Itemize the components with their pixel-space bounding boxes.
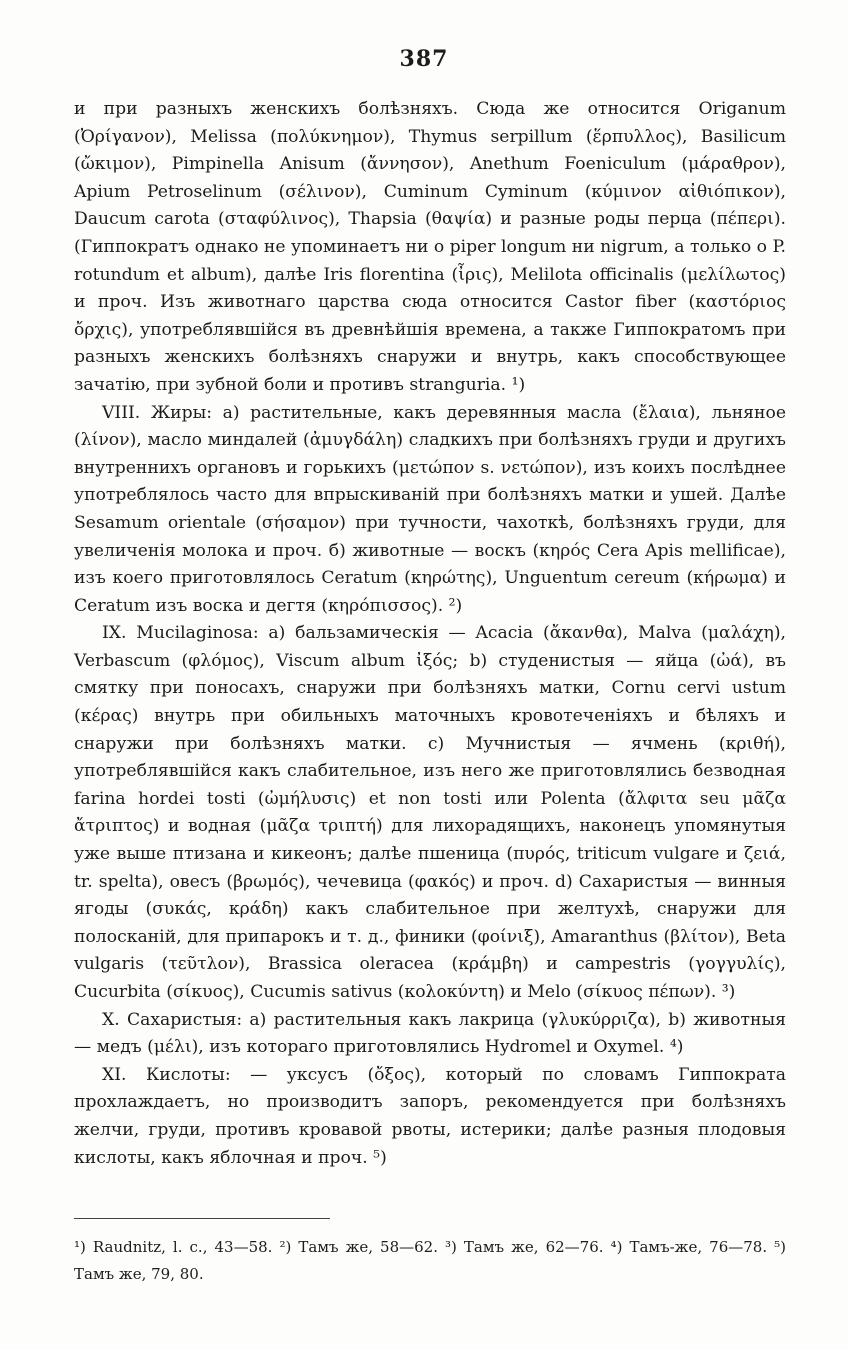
paragraph-continuation: и при разныхъ женскихъ болѣзняхъ. Сюда же относится Origanum (Ὀρίγανον), Melissa (πολύκνημον), Thymus serpillum (ἕρπυλλος), Basilicum (ὤκιμον), Pimpinella Anisum (ἄννησον), Anethum Foeniculum (μάραθρον), Apium Petroselinum (σέλινον), Cuminum Cyminum (κύμινον αἰθιόπικον), Daucum carota (σταφύλινος), Thapsia (θαψία) и разные роды перца (πέπερι). (Гиппократъ однако не упоминаетъ ни о piper longum ни nigrum, а только о P. rotundum et album), далѣе Iris florentina (ἶρις), Melilota officinalis (μελίλωτος) и проч. Изъ животнаго царства сюда относится Castor fiber (καστόριος ὄρχις), употреблявшійся въ древнѣйшія времена, а также Гиппократомъ при разныхъ женскихъ болѣзняхъ снаружи и внутрь, какъ способствующее зачатію, при зубной боли и противъ stranguria. ¹) — [74, 99, 786, 395]
paragraph-mucilaginosa: IX. Mucilaginosa: а) бальзамическія — Acacia (ἄκανθα), Malva (μαλάχη), Verbascum (φλόμος), Viscum album ἰξός; b) студенистыя — яйца (ὠά), въ смятку при поносахъ, снаружи при болѣзняхъ матки, Cornu cervi ustum (κέρας) внутрь при обильныхъ маточныхъ кровотеченіяхъ и бѣляхъ и снаружи при болѣзняхъ матки. c) Мучнистыя — ячмень (κριθή), употреблявшійся какъ слабительное, изъ него же приготовлялись безводная farina hordei tosti (ὠμήλυσις) et non tosti или Polenta (ἄλφιτα seu μᾶζα ἄτριπτος) и водная (μᾶζα τριπτή) для лихорадящихъ, наконецъ упомянутыя уже выше птизана и кикеонъ; далѣе пшеница (πυρός, triticum vulgare и ζειά, tr. spelta), овесъ (βρωμός), чечевица (φακός) и проч. d) Сахаристыя — винныя ягоды (συκάς, κράδη) какъ слабительное при желтухѣ, снаружи для полосканій, для припарокъ и т. д., финики (φοίνιξ), Amaranthus (βλίτον), Beta vulgaris (τεῦτλον), Brassica oleracea (κράμβη) и campestris (γογγυλίς), Cucurbita (σίκυος), Cucumis sativus (κολοκύντη) и Melo (σίκυος πέπων). ³) — [74, 623, 786, 1002]
page-number: 387 — [399, 46, 449, 72]
body-text — [74, 96, 786, 1172]
paragraph-acids: XI. Кислоты: — уксусъ (ὄξος), который по словамъ Гиппократа прохлаждаетъ, но производитъ запоръ, рекомендуется при болѣзняхъ желчи, груди, противъ кровавой рвоты, истерики; далѣе разныя плодовыя кислоты, какъ яблочная и проч. ⁵) — [74, 1064, 786, 1168]
footnote-divider — [74, 1218, 330, 1219]
paragraph-sweet: X. Сахаристыя: а) растительныя какъ лакрица (γλυκύρριζα), b) животныя — медъ (μέλι), изъ котораго приготовлялись Hydromel и Oxymel. ⁴) — [74, 1009, 786, 1058]
footnotes: ¹) Raudnitz, l. c., 43—58. ²) Тамъ же, 58—62. ³) Тамъ же, 62—76. ⁴) Тамъ-же, 76—78. ⁵) Тамъ же, 79, 80. — [74, 1238, 786, 1283]
paragraph-fats: VIII. Жиры: а) растительные, какъ деревянныя масла (ἔλαια), льняное (λίνον), масло миндалей (ἀμυγδάλη) сладкихъ при болѣзняхъ груди и другихъ внутреннихъ органовъ и горькихъ (μετώπον s. νετώπον), изъ коихъ послѣднее употреблялось часто для впрыскиваній при болѣзняхъ матки и ушей. Далѣе Sesamum orientale (σήσαμον) при тучности, чахоткѣ, болѣзняхъ груди, для увеличенія молока и проч. б) животные — воскъ (κηρός Cera Apis mellificae), изъ коего приготовлялось Ceratum (κηρώτης), Unguentum cereum (κήρωμα) и Ceratum изъ воска и дегтя (κηρόπισσος). ²) — [74, 402, 786, 616]
